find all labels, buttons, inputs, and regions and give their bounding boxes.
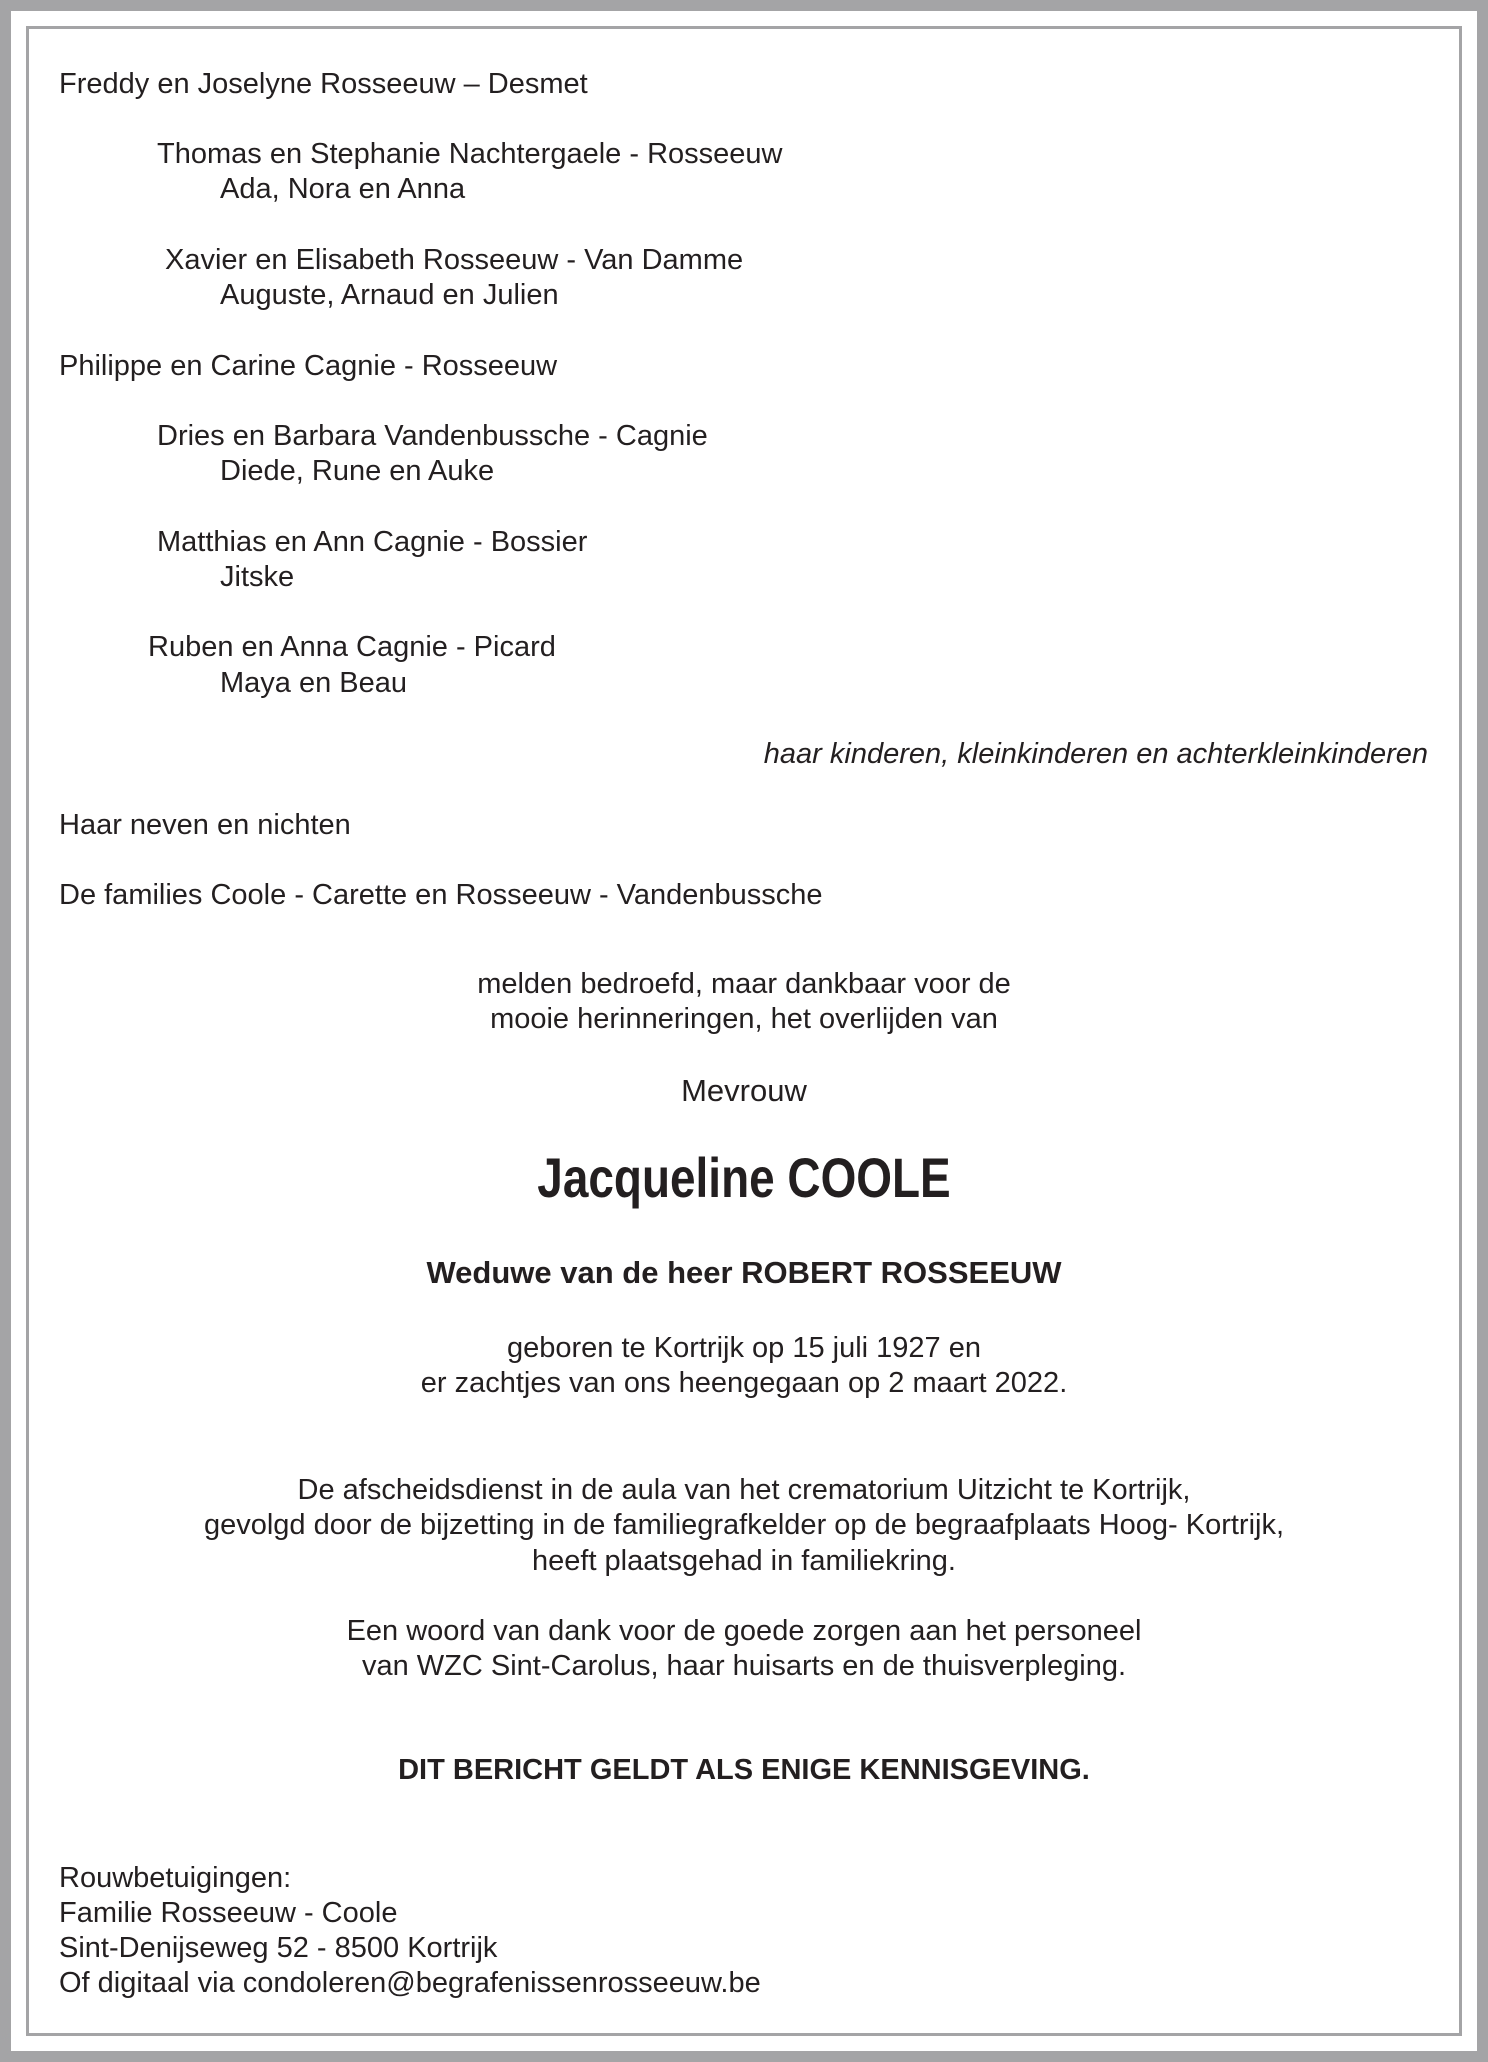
family-grandchild-5: Ruben en Anna Cagnie - Picard (148, 631, 556, 663)
thanks-line-1: Een woord van dank voor de goede zorgen aan het personeel (346, 1615, 1142, 1647)
condolences-heading: Rouwbetuigingen: (59, 1862, 292, 1894)
deceased-title: Mevrouw (681, 1073, 807, 1108)
family-grandchild-1: Thomas en Stephanie Nachtergaele - Rosseeuw (157, 138, 783, 170)
notice: DIT BERICHT GELDT ALS ENIGE KENNISGEVING. (398, 1754, 1090, 1786)
condolences-address: Sint-Denijseweg 52 - 8500 Kortrijk (59, 1932, 498, 1964)
family-grandchild-3: Dries en Barbara Vandenbussche - Cagnie (157, 420, 708, 452)
relatives: Haar neven en nichten (59, 809, 351, 841)
family-great-grandchildren-3: Diede, Rune en Auke (220, 455, 495, 487)
service-line-2: gevolgd door de bijzetting in de familiegrafkelder op de begraafplaats Hoog- Kortrijk, (203, 1509, 1285, 1541)
families: De families Coole - Carette en Rosseeuw - Vandenbussche (59, 879, 823, 911)
died-line: er zachtjes van ons heengegaan op 2 maart 2022. (420, 1367, 1068, 1399)
family-grandchild-4: Matthias en Ann Cagnie - Bossier (157, 526, 588, 558)
family-great-grandchildren-2: Auguste, Arnaud en Julien (220, 279, 559, 311)
deceased-name: Jacqueline COOLE (537, 1146, 951, 1209)
announcement-line-2: mooie herinneringen, het overlijden van (490, 1003, 998, 1035)
condolences-family: Familie Rosseeuw - Coole (59, 1897, 398, 1929)
service-line-1: De afscheidsdienst in de aula van het crematorium Uitzicht te Kortrijk, (297, 1474, 1191, 1506)
widow-of: Weduwe van de heer ROBERT ROSSEEUW (426, 1255, 1062, 1290)
family-caption: haar kinderen, kleinkinderen en achterkleinkinderen (763, 738, 1428, 770)
family-child-1: Freddy en Joselyne Rosseeuw – Desmet (59, 68, 588, 100)
thanks-line-2: van WZC Sint-Carolus, haar huisarts en de thuisverpleging. (361, 1650, 1127, 1682)
born-line: geboren te Kortrijk op 15 juli 1927 en (507, 1332, 981, 1364)
condolences-digital: Of digitaal via condoleren@begrafenissenrosseeuw.be (59, 1967, 761, 1999)
family-child-2: Philippe en Carine Cagnie - Rosseeuw (59, 350, 558, 382)
service-line-3: heeft plaatsgehad in familiekring. (532, 1545, 956, 1577)
announcement-line-1: melden bedroefd, maar dankbaar voor de (477, 968, 1011, 1000)
family-great-grandchildren-1: Ada, Nora en Anna (220, 173, 466, 205)
family-great-grandchildren-4: Jitske (220, 561, 295, 593)
family-grandchild-2: Xavier en Elisabeth Rosseeuw - Van Damme (165, 244, 744, 276)
family-great-grandchildren-5: Maya en Beau (220, 667, 408, 699)
